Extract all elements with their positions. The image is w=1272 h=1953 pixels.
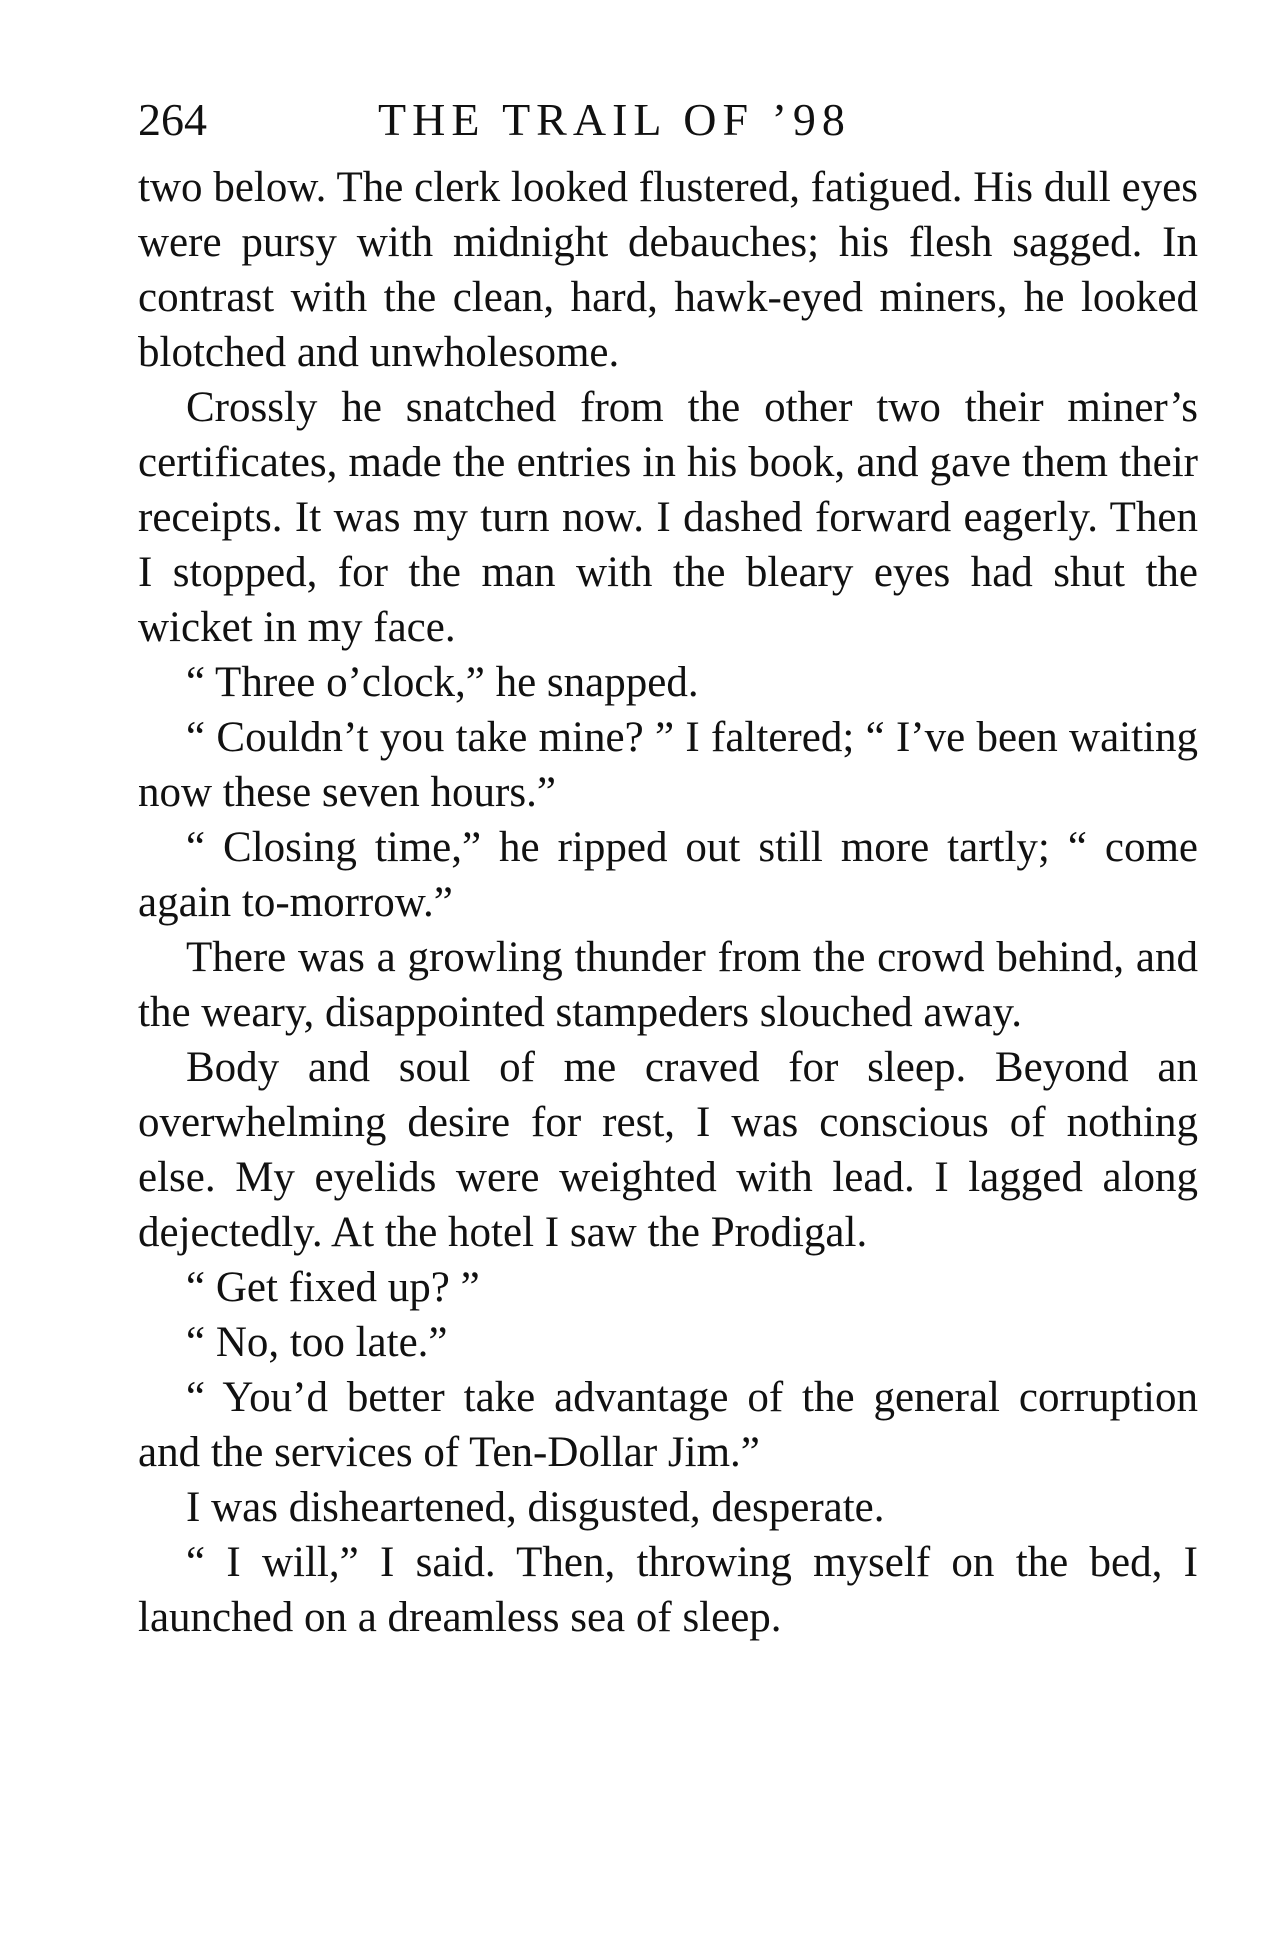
- running-title: THE TRAIL OF ’98: [378, 94, 851, 145]
- page-number: 264: [138, 94, 207, 145]
- running-head: [138, 90, 1198, 150]
- paragraph: “ Get fixed up? ”: [186, 1264, 480, 1311]
- paragraph: Body and soul of me craved for sleep. Beyond an overwhelming desire for rest, I was conscious of nothing else. My eyelids were weighted with lead. I lagged along dejectedly. At the hotel I saw the Prodigal.: [138, 1044, 1198, 1256]
- book-page: [138, 90, 1198, 1645]
- paragraph: There was a growling thunder from the crowd behind, and the weary, disappointed stampeders slouched away.: [138, 934, 1198, 1036]
- paragraph-continued: two below. The clerk looked flustered, fatigued. His dull eyes were pursy with midnight debauches; his flesh sagged. In contrast with the clean, hard, hawk-eyed miners, he looked blotched and unwholesome.: [138, 164, 1198, 376]
- paragraph: “ I will,” I said. Then, throwing myself on the bed, I launched on a dreamless sea of sleep.: [138, 1539, 1198, 1641]
- paragraph: I was disheartened, disgusted, desperate.: [186, 1484, 885, 1531]
- body-text: [138, 160, 1198, 1645]
- paragraph: “ You’d better take advantage of the general corruption and the services of Ten-Dollar Jim.”: [138, 1374, 1198, 1476]
- paragraph: “ Closing time,” he ripped out still more tartly; “ come again to-morrow.”: [138, 824, 1198, 926]
- paragraph: “ Couldn’t you take mine? ” I faltered; “ I’ve been waiting now these seven hours.”: [138, 714, 1198, 816]
- paragraph: Crossly he snatched from the other two their miner’s certificates, made the entries in his book, and gave them their receipts. It was my turn now. I dashed forward eagerly. Then I stopped, for the man with the bleary eyes had shut the wicket in my face.: [138, 384, 1198, 651]
- paragraph: “ Three o’clock,” he snapped.: [186, 659, 699, 706]
- paragraph: “ No, too late.”: [186, 1319, 448, 1366]
